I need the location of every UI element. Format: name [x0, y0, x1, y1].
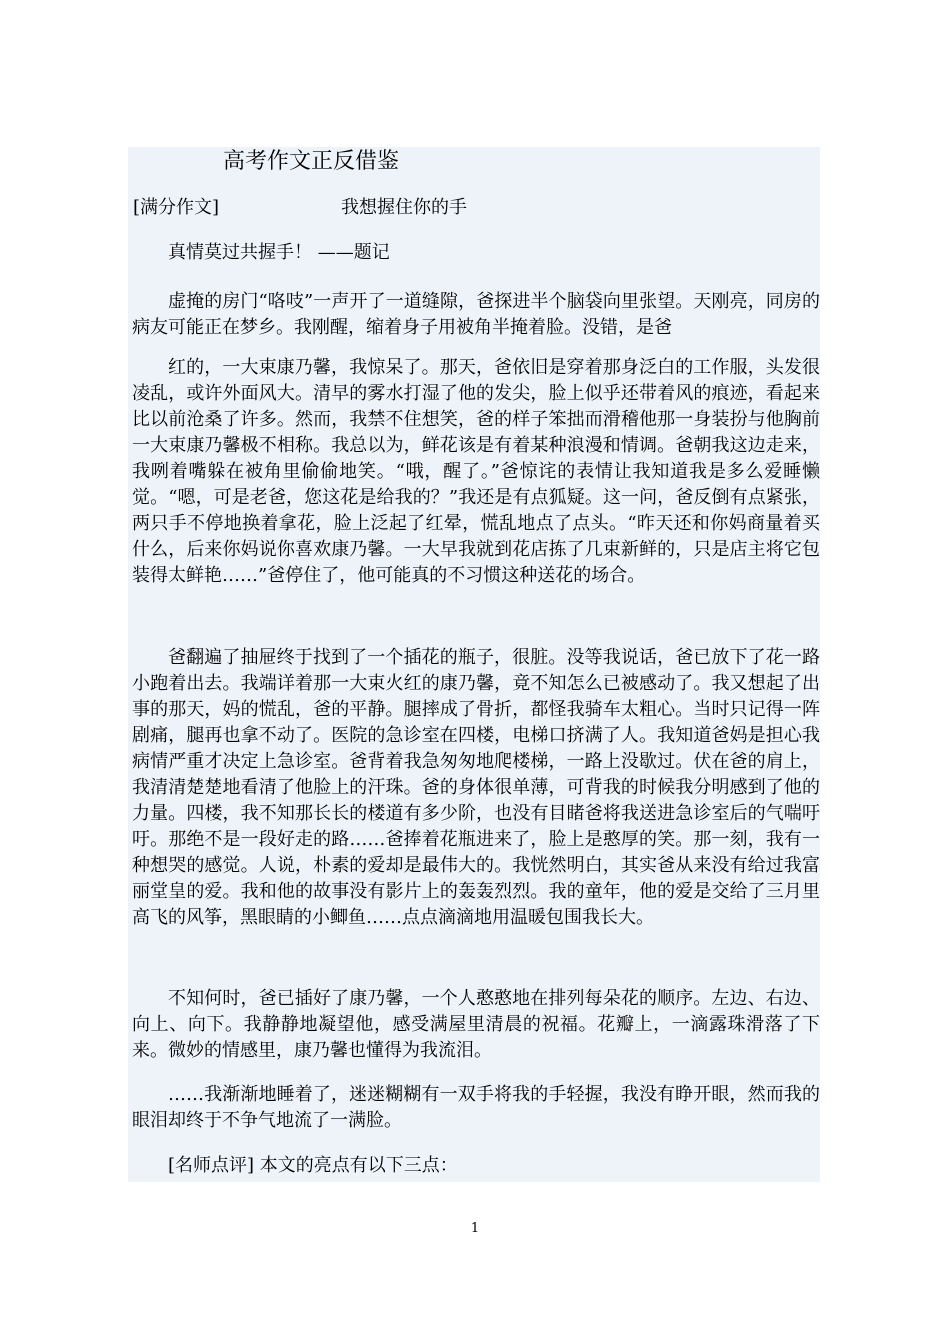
document-title: 高考作文正反借鉴: [223, 149, 400, 174]
paragraph-5: ……我渐渐地睡着了，迷迷糊糊有一双手将我的手轻握，我没有睁开眼，然而我的眼泪却终于不争气地流了一满脸。: [132, 1084, 820, 1131]
paragraph-4: 不知何时，爸已插好了康乃馨，一个人憨憨地在排列每朵花的顺序。左边、右边、向上、向下。我静静地凝望他，感受满屋里清晨的祝福。花瓣上，一滴露珠滑落了下来。微妙的情感里，康乃馨也懂得为我流泪。: [132, 988, 820, 1061]
paragraph-2: 红的，一大束康乃馨，我惊呆了。那天，爸依旧是穿着那身泛白的工作服，头发很凌乱，或许外面风大。清早的雾水打湿了他的发尖，脸上似乎还带着风的痕迹，看起来比以前沧桑了许多。然而，我禁不住想笑，爸的样子笨拙而滑稽他那一身装扮与他胸前一大束康乃馨极不相称。我总以为，鲜花该是有着某种浪漫和情调。爸朝我这边走来，我咧着嘴躲在被角里偷偷地笑。“哦，醒了。”爸惊诧的表情让我知道我是多么爱睡懒觉。“嗯，可是老爸，您这花是给我的？”我还是有点狐疑。这一问，爸反倒有点紧张，两只手不停地换着拿花，脸上泛起了红晕，慌乱地点了点头。“昨天还和你妈商量着买什么，后来你妈说你喜欢康乃馨。一大早我就到花店拣了几束新鲜的，只是店主将它包装得太鲜艳……”爸停住了，他可能真的不习惯这种送花的场合。: [132, 357, 820, 586]
paragraph-1: 虚掩的房门“咯吱”一声开了一道缝隙，爸探进半个脑袋向里张望。天刚亮，同房的病友可能正在梦乡。我刚醒，缩着身子用被角半掩着脸。没错，是爸: [132, 291, 820, 338]
page-number: 1: [470, 1221, 480, 1236]
paragraph-3: 爸翻遍了抽屉终于找到了一个插花的瓶子，很脏。没等我说话，爸已放下了花一路小跑着出去。我端详着那一大束火红的康乃馨，竟不知怎么已被感动了。我又想起了出事的那天，妈的慌乱，爸的平静。腿摔成了骨折，都怪我骑车太粗心。当时只记得一阵剧痛，腿再也拿不动了。医院的急诊室在四楼，电梯口挤满了人。我知道爸妈是担心我病情严重才决定上急诊室。爸背着我急匆匆地爬楼梯，一路上没歇过。伏在爸的肩上，我清清楚楚地看清了他脸上的汗珠。爸的身体很单薄，可背我的时候我分明感到了他的力量。四楼，我不知那长长的楼道有多少阶，也没有目睹爸将我送进急诊室后的气喘吁吁。那绝不是一段好走的路……爸捧着花瓶进来了，脸上是憨厚的笑。那一刻，我有一种想哭的感觉。人说，朴素的爱却是最伟大的。我恍然明白，其实爸从来没有给过我富丽堂皇的爱。我和他的故事没有影片上的轰轰烈烈。我的童年，他的爱是交给了三月里高飞的风筝，黑眼睛的小鲫鱼……点点滴滴地用温暖包围我长大。: [132, 647, 820, 928]
teacher-comment-heading: [名师点评] 本文的亮点有以下三点：: [168, 1155, 458, 1176]
epigraph: 真情莫过共握手！ ——题记: [168, 242, 390, 263]
essay-title: 我想握住你的手: [341, 197, 467, 218]
category-label: [满分作文]: [133, 197, 220, 218]
